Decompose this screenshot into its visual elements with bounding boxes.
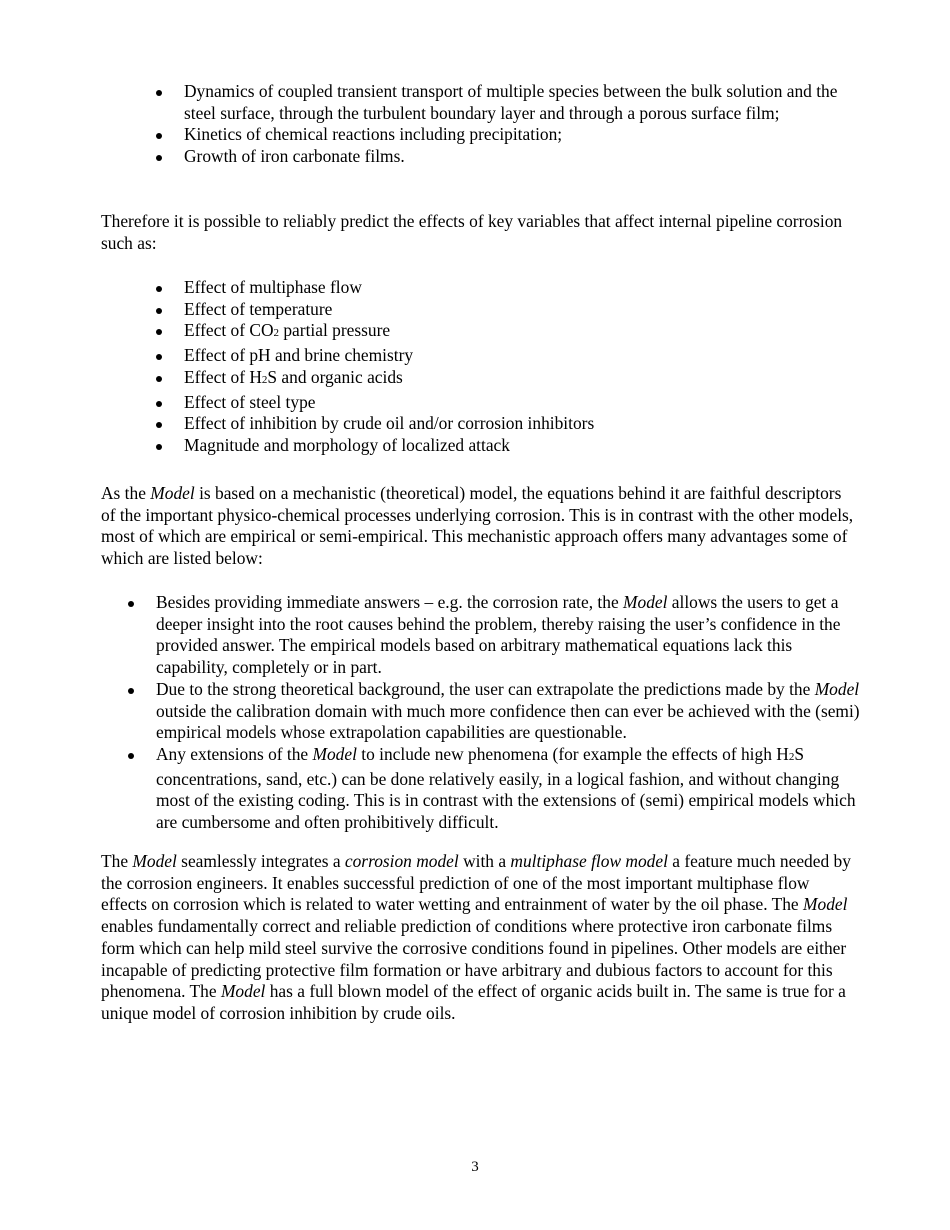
bullet-icon [156, 308, 162, 314]
list-item-text: Effect of steel type [184, 391, 316, 412]
bullet-icon [156, 354, 162, 360]
list-item [184, 81, 854, 124]
list-item [184, 413, 854, 435]
list-item: Besides providing immediate answers – e.g. the corrosion rate, the Model allows the users to get a deeper insight into the root causes behind the problem, thereby raising the user’s confidence in the provided answer. The empirical models based on arbitrary mathematical equations lack this capability, completely or in part. [156, 592, 860, 679]
list-item: Any extensions of the Model to include new phenomena (for example the effects of high H2S concentrations, sand, etc.) can be done relatively easily, in a logical fashion, and without changing most of the existing coding. This is in contrast with the extensions of (semi) empirical models which are cumbersome and often prohibitively difficult. [156, 744, 860, 834]
list-item-text: Dynamics of coupled transient transport of multiple species between the bulk solution and the steel surface, through the turbulent boundary layer and through a porous surface film; [184, 81, 838, 123]
paragraph-mechanistic: As the Model is based on a mechanistic (theoretical) model, the equations behind it are faithful descriptors of the important physico-chemical processes underlying corrosion. This is in contrast with the other models, most of which are empirical or semi-empirical. This mechanistic approach offers many advantages some of which are listed below: [101, 483, 854, 569]
list-item: Due to the strong theoretical background, the user can extrapolate the predictions made by the Model outside the calibration domain with much more confidence then can ever be achieved with the (semi) empirical models whose extrapolation capabilities are questionable. [156, 679, 860, 744]
bullet-icon [156, 90, 162, 96]
list-item [184, 277, 854, 299]
bullet-icon [156, 401, 162, 407]
list-item [184, 146, 854, 168]
list-item-text: Effect of pH and brine chemistry [184, 345, 414, 366]
list-item [184, 345, 854, 367]
list-item: Effect of CO2 partial pressure [184, 320, 854, 345]
paragraph-integration: The Model seamlessly integrates a corrosion model with a multiphase flow model a feature much needed by the corrosion engineers. It enables successful prediction of one of the most important multiphase flow effects on corrosion which is related to water wetting and entrainment of water by the oil phase. The Model enables fundamentally correct and reliable prediction of conditions where protective iron carbonate films form which can help mild steel survive the corrosive conditions found in pipelines. Other models are either incapable of predicting protective film formation or have arbitrary and dubious factors to account for this phenomena. The Model has a full blown model of the effect of organic acids built in. The same is true for a unique model of corrosion inhibition by crude oils. [101, 851, 851, 1023]
list-item [184, 124, 854, 146]
bullet-icon [156, 422, 162, 428]
bullet-icon [128, 753, 134, 759]
bullet-icon [156, 329, 162, 335]
list-item-text: Effect of temperature [184, 298, 333, 319]
bullet-icon [128, 688, 134, 694]
bullet-icon [156, 376, 162, 382]
bullet-icon [156, 155, 162, 161]
advantages-list [156, 592, 860, 834]
list-item-text: Growth of iron carbonate films. [184, 146, 405, 167]
list-item [184, 299, 854, 321]
bullet-icon [156, 133, 162, 139]
transport-list [184, 81, 854, 168]
list-item-text: Kinetics of chemical reactions including precipitation; [184, 124, 563, 145]
list-item: Effect of H2S and organic acids [184, 367, 854, 392]
list-item-text: Effect of multiphase flow [184, 277, 362, 297]
page-number: 3 [471, 1159, 479, 1175]
list-item-text: Effect of inhibition by crude oil and/or corrosion inhibitors [184, 413, 595, 434]
variables-list [184, 277, 854, 457]
list-item [184, 435, 854, 457]
bullet-icon [156, 286, 162, 292]
bullet-icon [128, 601, 134, 607]
paragraph-intro: Therefore it is possible to reliably predict the effects of key variables that affect internal pipeline corrosion such as: [101, 211, 843, 253]
list-item [184, 392, 854, 414]
bullet-icon [156, 444, 162, 450]
list-item-text: Magnitude and morphology of localized attack [184, 434, 510, 455]
